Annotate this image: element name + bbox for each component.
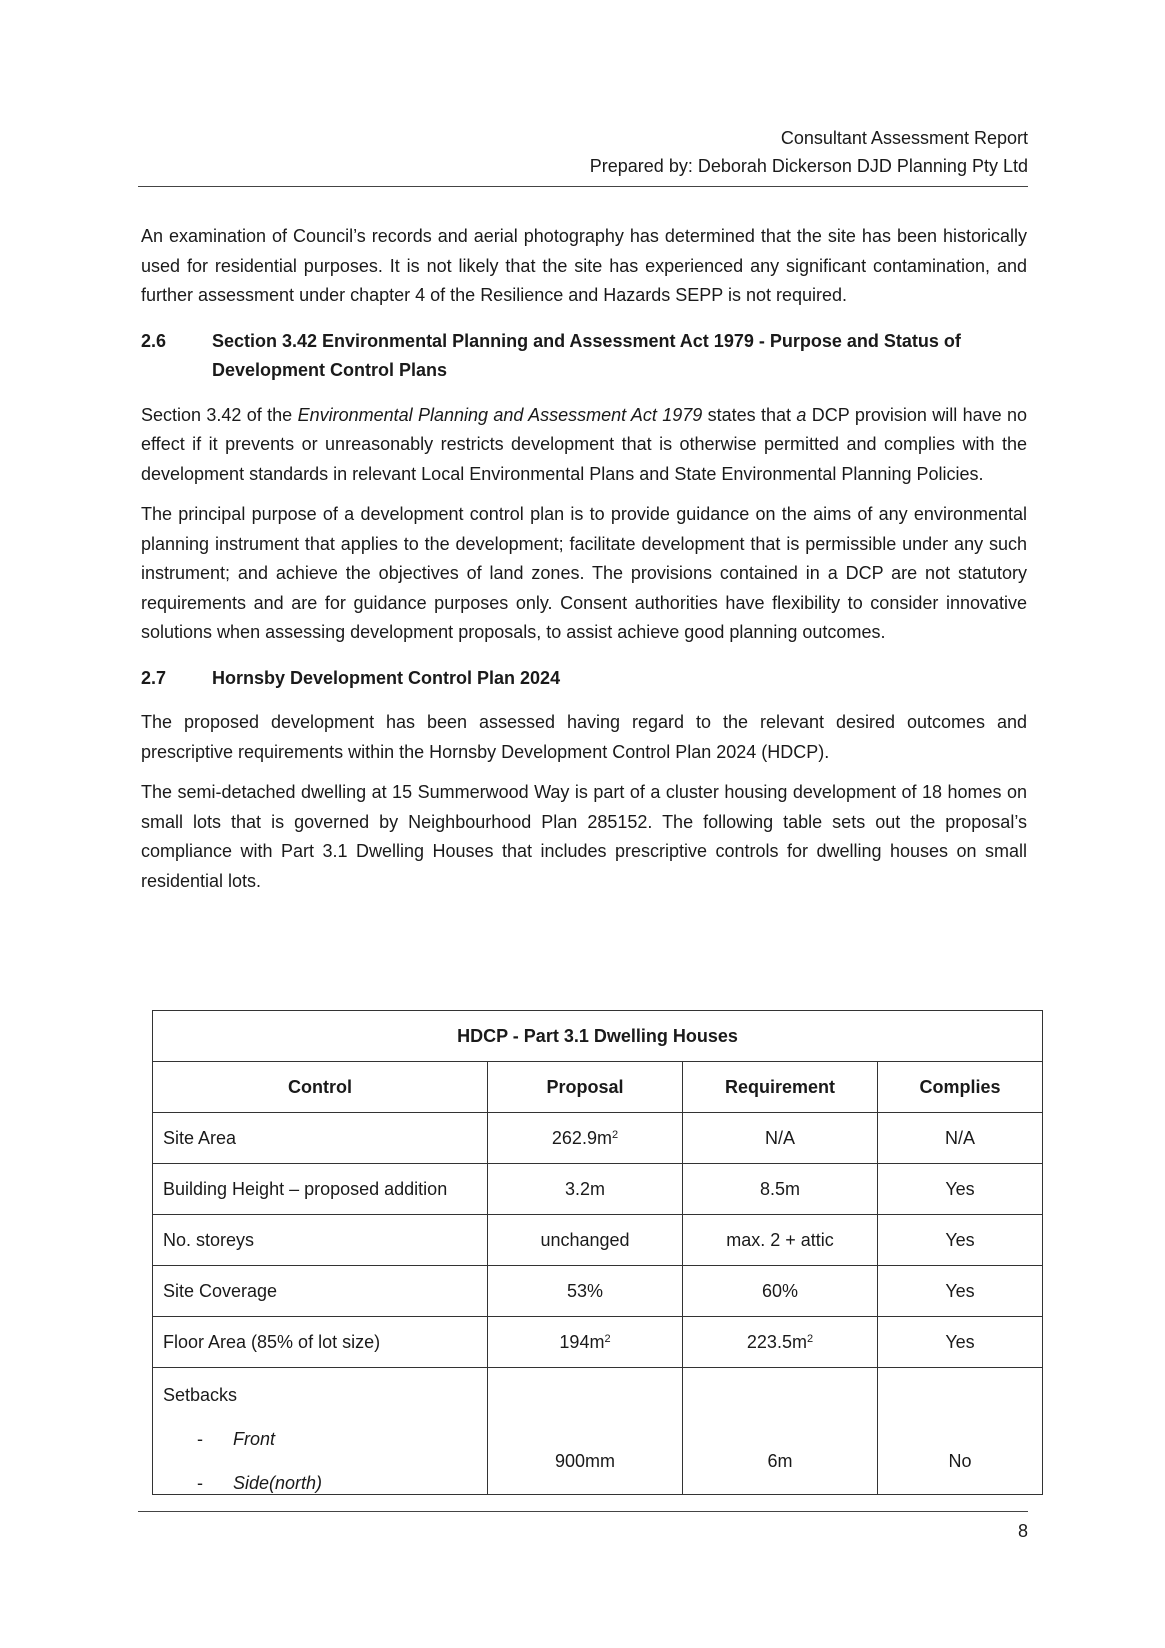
table-title-row xyxy=(153,1011,1043,1062)
setbacks-proposal-value: 900mm xyxy=(554,1451,616,1471)
control-cell-text: Building Height – proposed addition xyxy=(163,1178,448,1199)
complies-cell xyxy=(878,1317,1043,1368)
control-cell-text: Floor Area (85% of lot size) xyxy=(163,1331,381,1352)
requirement-cell-text: max. 2 + attic xyxy=(726,1229,834,1250)
proposal-cell xyxy=(488,1317,683,1368)
table-row xyxy=(153,1317,1043,1368)
setbacks-proposal-cell xyxy=(488,1368,683,1495)
proposal-cell xyxy=(488,1164,683,1215)
setbacks-requirement-value: 6m xyxy=(767,1451,793,1471)
text-run: DCP provision will have no effect if it prevents or unreasonably restricts development that is otherwise permitted and complies with the development standards in relevant Local Environmental Plans and State Environmental Planning Policies. xyxy=(141,404,1027,484)
control-cell xyxy=(153,1164,488,1215)
setback-item-side-north xyxy=(163,1472,477,1494)
table-row xyxy=(153,1215,1043,1266)
column-header-control: Control xyxy=(153,1062,488,1113)
complies-cell xyxy=(878,1215,1043,1266)
setbacks-requirement-cell xyxy=(683,1368,878,1495)
complies-cell xyxy=(878,1164,1043,1215)
setbacks-complies-value: No xyxy=(948,1451,972,1471)
column-header-complies: Complies xyxy=(878,1062,1043,1113)
proposal-cell-text: 3.2m xyxy=(564,1178,606,1199)
setback-item-text: Side(north) xyxy=(233,1473,323,1493)
italic-article: a xyxy=(796,404,807,425)
control-cell xyxy=(153,1113,488,1164)
requirement-cell xyxy=(683,1317,878,1368)
superscript: 2 xyxy=(806,1332,814,1345)
list-dash: - xyxy=(197,1429,203,1449)
proposal-cell-text: 194m xyxy=(559,1331,605,1352)
header-divider xyxy=(138,186,1028,187)
list-dash: - xyxy=(197,1473,203,1493)
table-row xyxy=(153,1113,1043,1164)
control-cell-text: Site Area xyxy=(163,1127,237,1148)
control-cell xyxy=(153,1266,488,1317)
header-prepared-by: Prepared by: Deborah Dickerson DJD Planning Pty Ltd xyxy=(589,156,1028,176)
hdcp-compliance-table xyxy=(152,1010,1043,1495)
page-header xyxy=(590,124,1028,180)
text-run: states that xyxy=(702,404,797,425)
control-cell xyxy=(153,1317,488,1368)
table-row-setbacks xyxy=(153,1368,1043,1495)
column-header-requirement: Requirement xyxy=(683,1062,878,1113)
complies-cell-text: Yes xyxy=(945,1229,975,1250)
page-content xyxy=(141,222,1027,896)
proposal-cell-text: 262.9m xyxy=(551,1127,612,1148)
complies-cell-text: N/A xyxy=(944,1127,975,1148)
section-2-7-paragraph-2: The semi-detached dwelling at 15 Summerwood Way is part of a cluster housing development of 18 homes on small lots that is governed by Neighbourhood Plan 285152. The following table sets out the proposal’s compliance with Part 3.1 Dwelling Houses that includes prescriptive controls for dwelling houses on small residential lots. xyxy=(141,782,1027,891)
superscript: 2 xyxy=(604,1332,611,1345)
complies-cell xyxy=(878,1113,1043,1164)
control-cell-text: Site Coverage xyxy=(163,1280,278,1301)
section-heading-2-6 xyxy=(141,327,1027,386)
table-row xyxy=(153,1164,1043,1215)
table-header-row xyxy=(153,1062,1043,1113)
complies-cell-text: Yes xyxy=(945,1178,975,1199)
proposal-cell-text: unchanged xyxy=(540,1229,630,1250)
proposal-cell xyxy=(488,1266,683,1317)
requirement-cell-text: 223.5m xyxy=(746,1331,807,1352)
text-run: Section 3.42 of the xyxy=(141,404,298,425)
section-2-6-paragraph-1 xyxy=(141,401,1027,490)
control-cell xyxy=(153,1215,488,1266)
section-2-7-paragraph-1: The proposed development has been assessed having regard to the relevant desired outcomes and prescriptive requirements within the Hornsby Development Control Plan 2024 (HDCP). xyxy=(141,712,1027,762)
requirement-cell xyxy=(683,1266,878,1317)
proposal-cell-text: 53% xyxy=(566,1280,604,1301)
section-heading-2-7 xyxy=(141,664,1027,694)
complies-cell xyxy=(878,1266,1043,1317)
superscript: 2 xyxy=(611,1128,619,1141)
page-bottom-margin xyxy=(0,1512,1165,1648)
requirement-cell-text: 60% xyxy=(761,1280,799,1301)
complies-cell-text: Yes xyxy=(945,1331,975,1352)
section-number: 2.7 xyxy=(141,667,167,688)
setback-item-front xyxy=(163,1428,477,1450)
section-title: Section 3.42 Environmental Planning and Assessment Act 1979 - Purpose and Status of Development Control Plans xyxy=(212,330,961,380)
control-cell-text: No. storeys xyxy=(163,1229,255,1250)
setback-item-text: Front xyxy=(233,1429,276,1449)
requirement-cell xyxy=(683,1164,878,1215)
table-title: HDCP - Part 3.1 Dwelling Houses xyxy=(153,1011,1043,1062)
requirement-cell-text: N/A xyxy=(764,1127,795,1148)
complies-cell-text: Yes xyxy=(945,1280,975,1301)
setbacks-complies-cell xyxy=(878,1368,1043,1495)
section-number: 2.6 xyxy=(141,330,167,351)
footer-divider xyxy=(138,1511,1028,1512)
section-2-6-paragraph-2: The principal purpose of a development control plan is to provide guidance on the aims of any environmental planning instrument that applies to the development; facilitate development that is permissible under any such instrument; and achieve the objectives of land zones. The provisions contained in a DCP are not statutory requirements and are for guidance purposes only. Consent authorities have flexibility to consider innovative solutions when assessing development proposals, to assist achieve good planning outcomes. xyxy=(141,504,1027,642)
page-number: 8 xyxy=(1017,1521,1028,1541)
table-row xyxy=(153,1266,1043,1317)
requirement-cell xyxy=(683,1113,878,1164)
requirement-cell-text: 8.5m xyxy=(759,1178,801,1199)
intro-paragraph: An examination of Council’s records and aerial photography has determined that the site has been historically used for residential purposes. It is not likely that the site has experienced any significant contamination, and further assessment under chapter 4 of the Resilience and Hazards SEPP is not required. xyxy=(141,226,1027,305)
act-name-italic: Environmental Planning and Assessment Act 1979 xyxy=(297,404,703,425)
section-title: Hornsby Development Control Plan 2024 xyxy=(212,667,561,688)
table-body xyxy=(153,1113,1043,1368)
column-header-proposal: Proposal xyxy=(488,1062,683,1113)
requirement-cell xyxy=(683,1215,878,1266)
proposal-cell xyxy=(488,1113,683,1164)
header-report-title: Consultant Assessment Report xyxy=(780,128,1028,148)
proposal-cell xyxy=(488,1215,683,1266)
setbacks-control-cell xyxy=(153,1368,488,1495)
setbacks-label: Setbacks xyxy=(163,1385,238,1405)
